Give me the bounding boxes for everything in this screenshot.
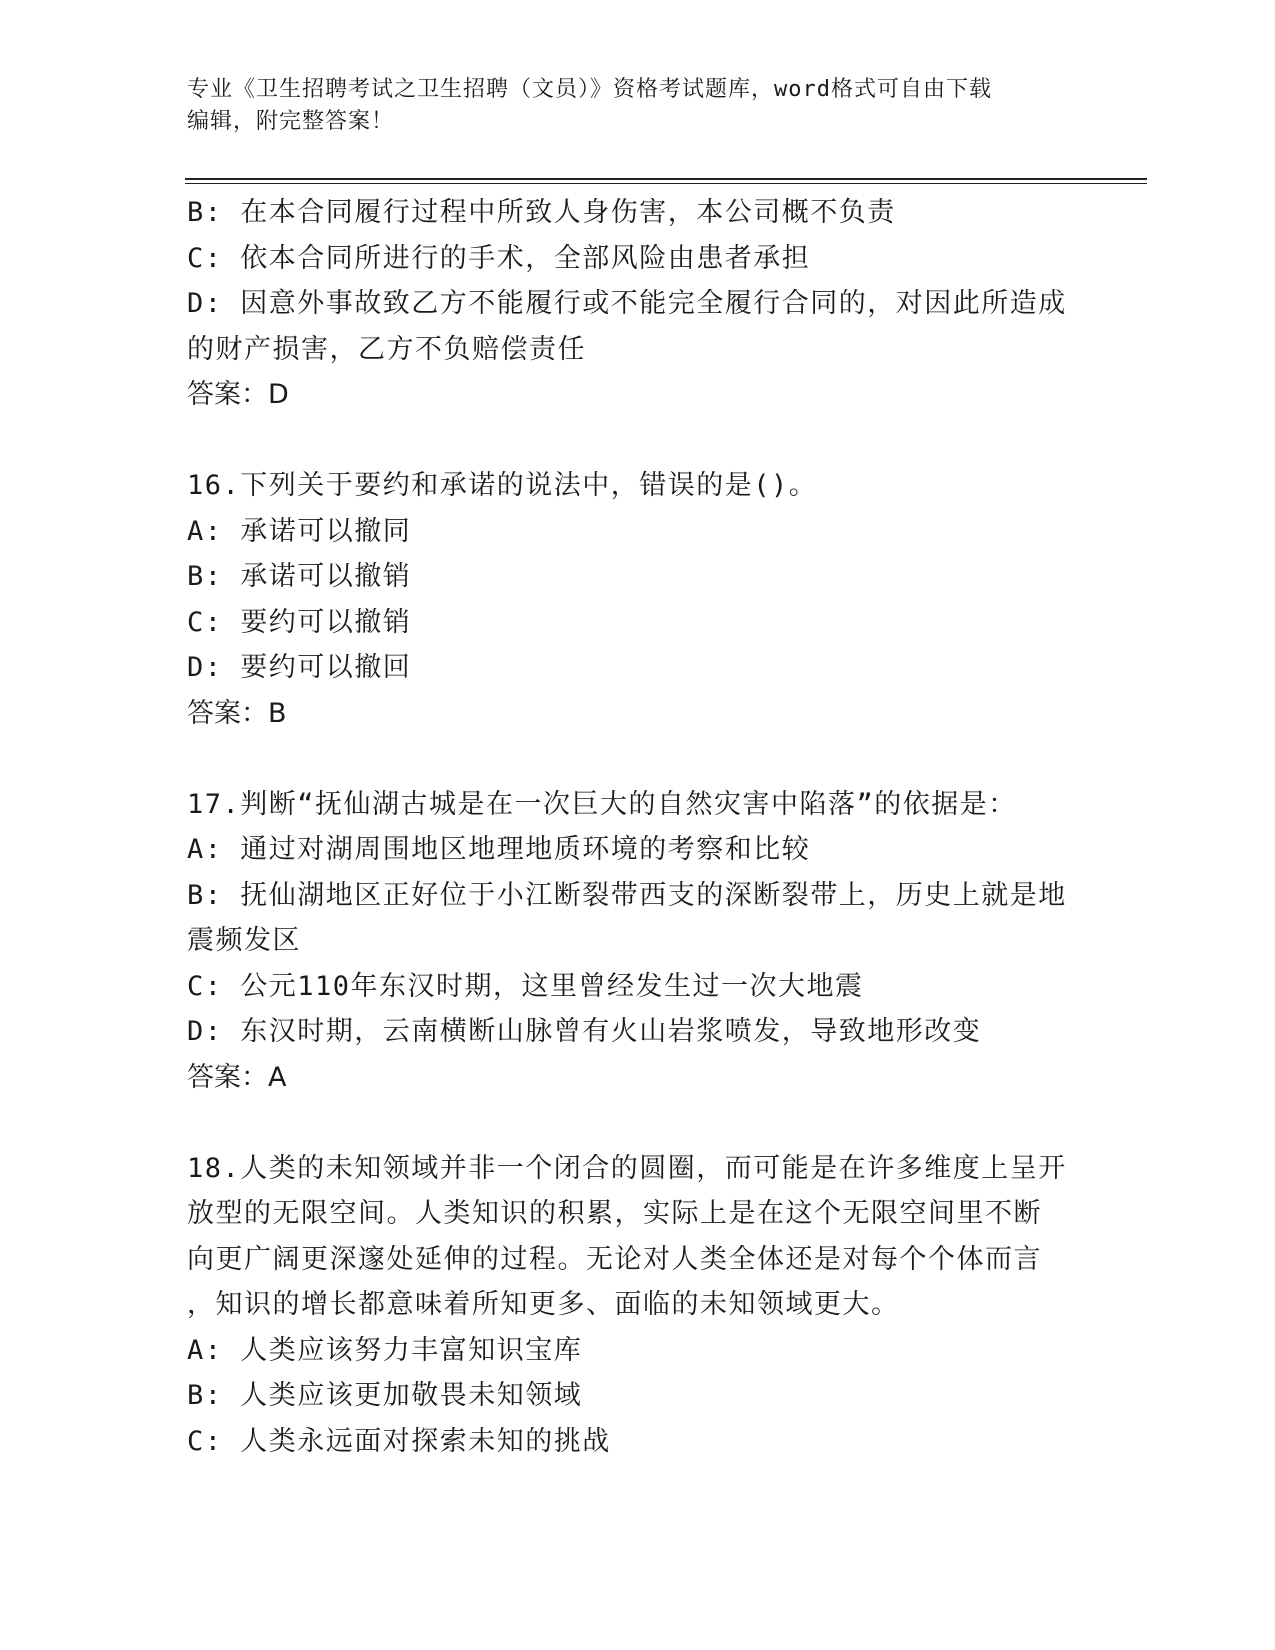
spacer xyxy=(187,736,1067,782)
question-block-16 xyxy=(187,463,1067,736)
option-c: C: 依本合同所进行的手术，全部风险由患者承担 xyxy=(187,242,811,274)
document-body xyxy=(187,190,1067,1464)
option-b-cont: 震频发区 xyxy=(187,925,301,956)
question-block-17 xyxy=(187,782,1067,1101)
option-b: B: 人类应该更加敬畏未知领域 xyxy=(187,1380,583,1411)
header-rule-thin xyxy=(185,183,1147,184)
option-a: A: 人类应该努力丰富知识宝库 xyxy=(187,1334,583,1366)
header-line-1: 专业《卫生招聘考试之卫生招聘（文员）》资格考试题库，word格式可自由下载 xyxy=(187,77,992,102)
question-stem-cont: 放型的无限空间。人类知识的积累，实际上是在这个无限空间里不断 xyxy=(187,1198,1042,1229)
option-a: A: 通过对湖周围地区地理地质环境的考察和比较 xyxy=(187,834,811,865)
answer-line: 答案：D xyxy=(187,379,289,410)
question-stem: 16.下列关于要约和承诺的说法中，错误的是()。 xyxy=(187,470,818,501)
option-c: C: 要约可以撤销 xyxy=(187,606,412,638)
answer-line: 答案：B xyxy=(187,697,287,729)
option-c: C: 公元110年东汉时期，这里曾经发生过一次大地震 xyxy=(187,970,864,1002)
page-header xyxy=(187,74,1067,138)
spacer xyxy=(187,418,1067,464)
option-d: D: 要约可以撤回 xyxy=(187,652,412,683)
question-stem-cont: ，知识的增长都意味着所知更多、面临的未知领域更大。 xyxy=(187,1289,900,1320)
option-b: B: 抚仙湖地区正好位于小江断裂带西支的深断裂带上，历史上就是地 xyxy=(187,879,1067,911)
question-stem: 18.人类的未知领域并非一个闭合的圆圈，而可能是在许多维度上呈开 xyxy=(187,1152,1067,1184)
answer-line: 答案：A xyxy=(187,1061,287,1093)
question-stem: 17.判断“抚仙湖古城是在一次巨大的自然灾害中陷落”的依据是： xyxy=(187,788,1017,820)
spacer xyxy=(187,1100,1067,1146)
option-b: B: 承诺可以撤销 xyxy=(187,561,412,592)
option-d: D: 因意外事故致乙方不能履行或不能完全履行合同的，对因此所造成 xyxy=(187,288,1067,319)
option-b: B: 在本合同履行过程中所致人身伤害，本公司概不负责 xyxy=(187,197,896,228)
header-line-2: 编辑，附完整答案！ xyxy=(187,109,395,134)
question-block-15 xyxy=(187,190,1067,418)
option-d-cont: 的财产损害，乙方不负赔偿责任 xyxy=(187,333,586,365)
header-rule-thick xyxy=(185,178,1147,180)
question-block-18 xyxy=(187,1146,1067,1465)
option-a: A: 承诺可以撤同 xyxy=(187,515,412,547)
question-stem-cont: 向更广阔更深邃处延伸的过程。无论对人类全体还是对每个个体而言 xyxy=(187,1243,1042,1275)
option-d: D: 东汉时期，云南横断山脉曾有火山岩浆喷发，导致地形改变 xyxy=(187,1016,982,1047)
option-c: C: 人类永远面对探索未知的挑战 xyxy=(187,1425,611,1457)
